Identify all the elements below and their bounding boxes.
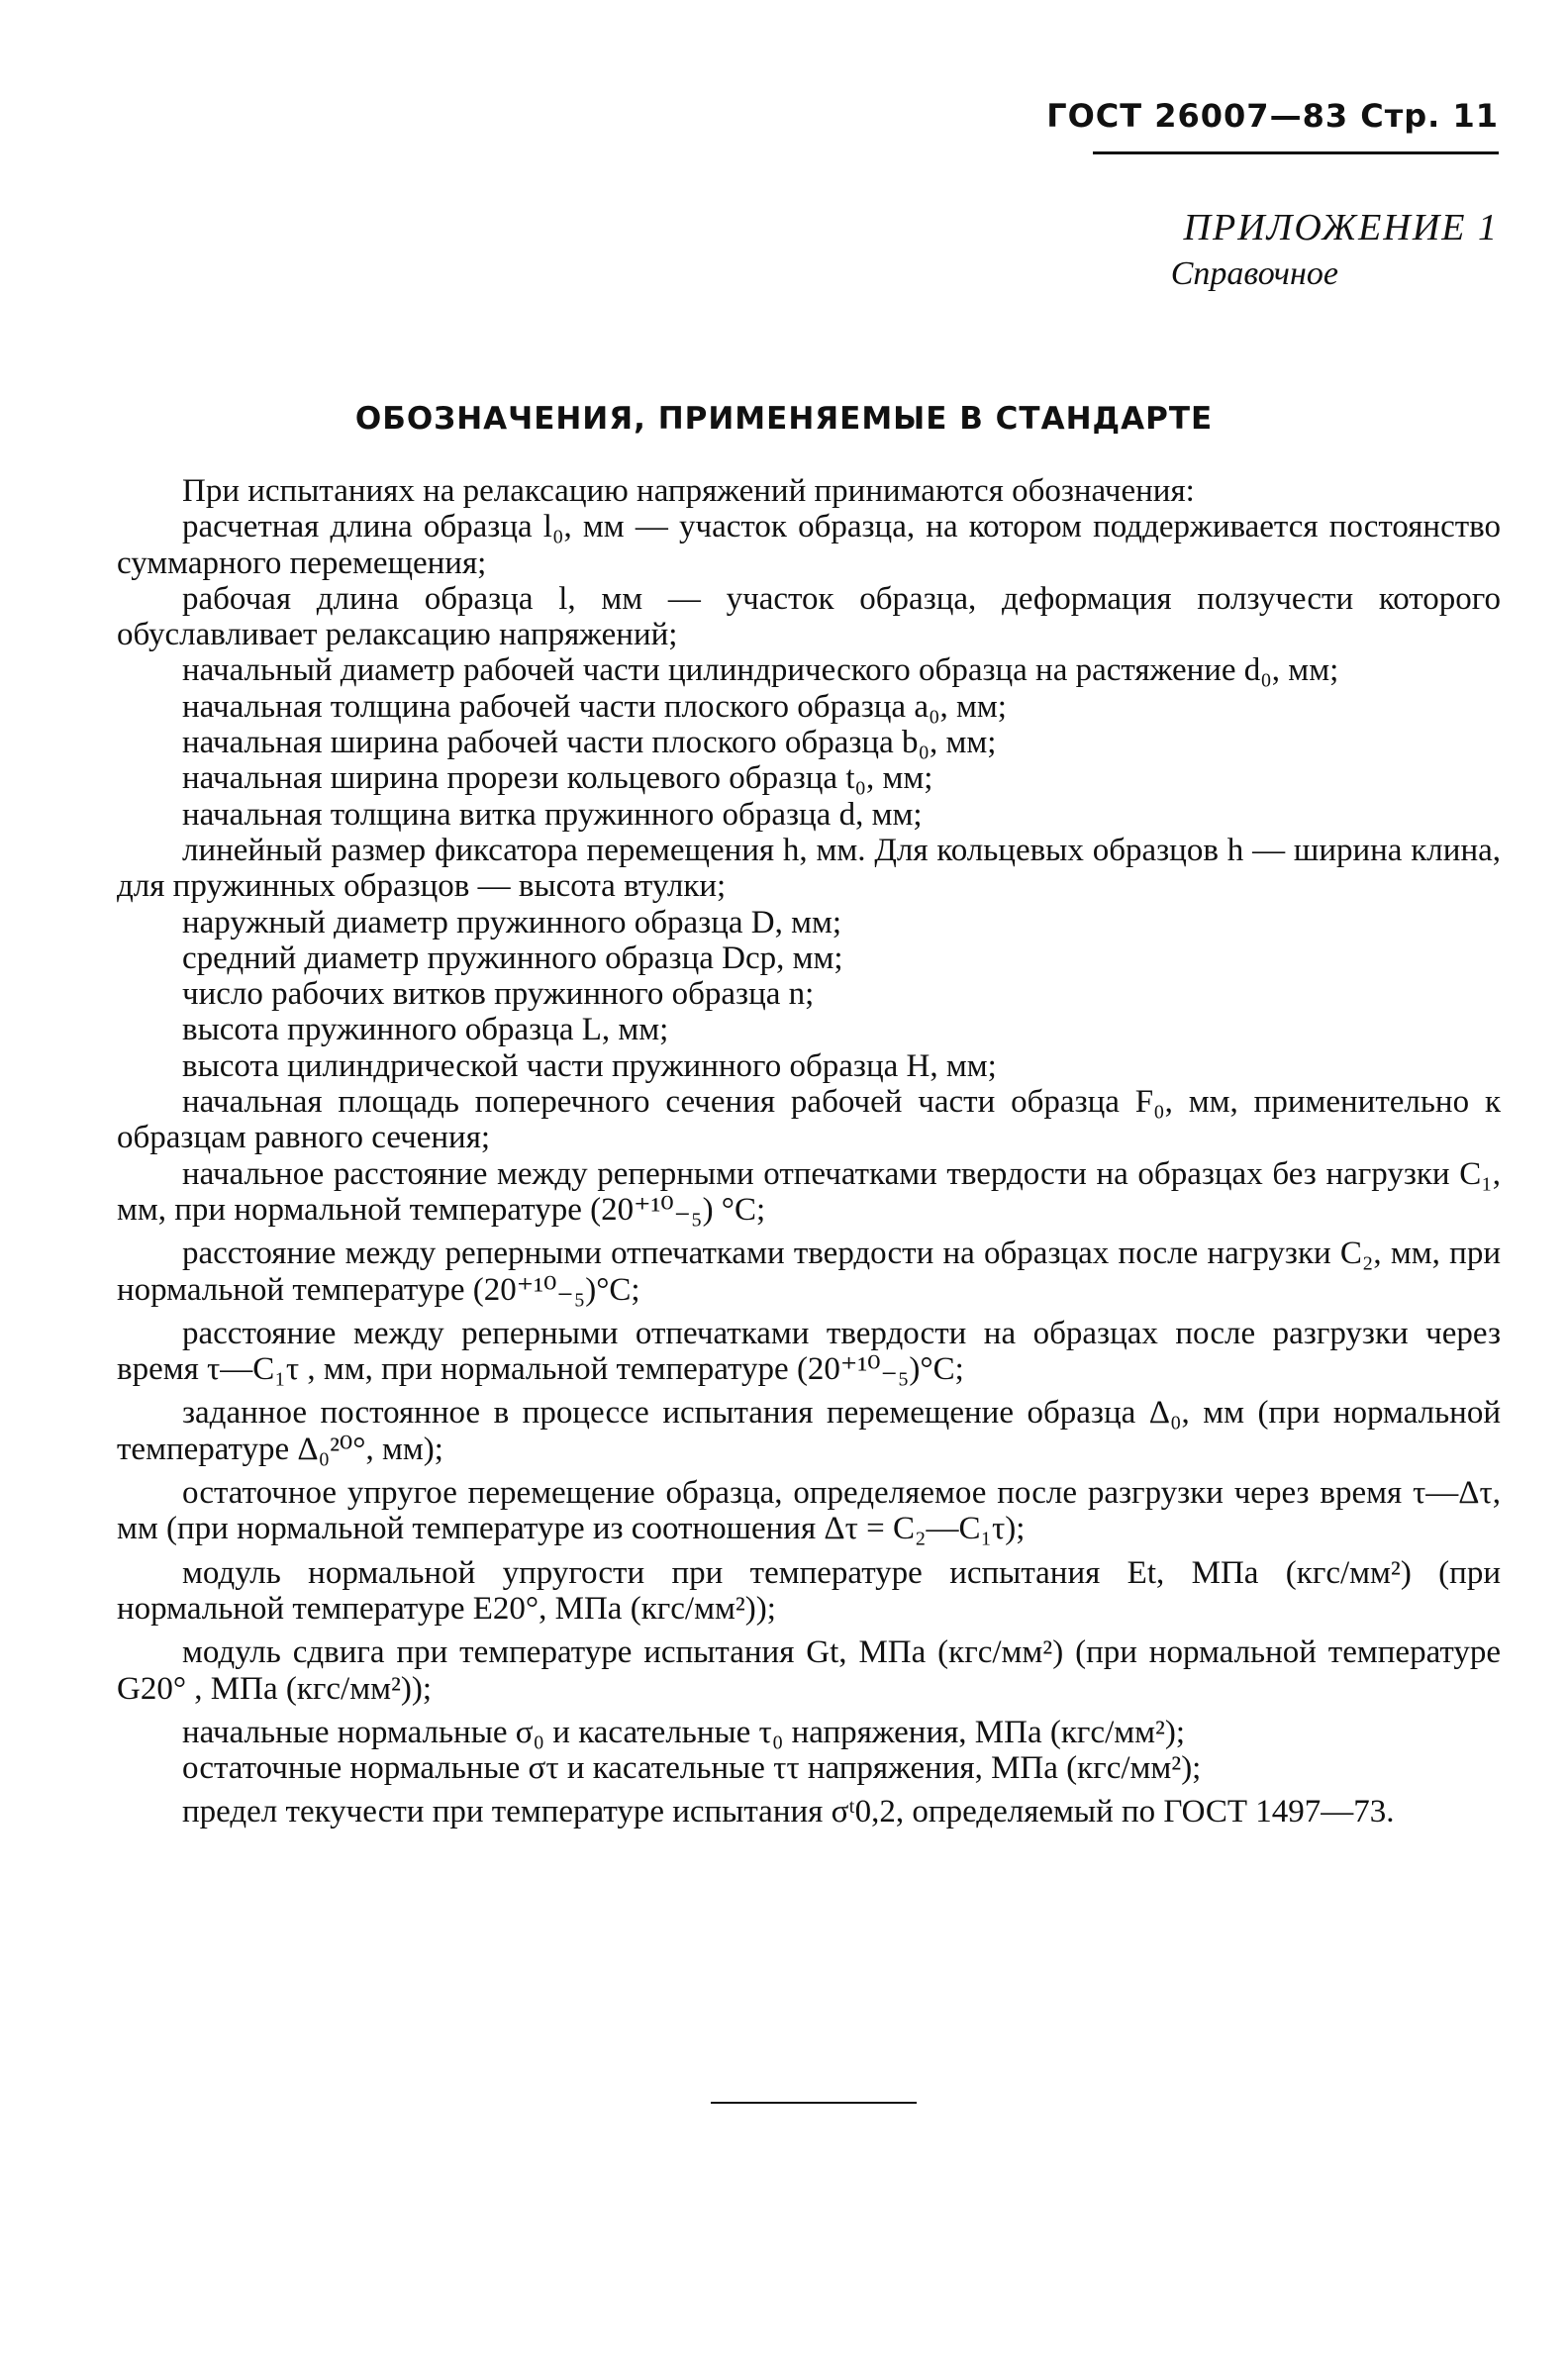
paragraph-item: расстояние между реперными отпечатками твердости на образцах после нагрузки C₂, мм, при нормальной температуре (20⁺¹⁰₋₅)°С; xyxy=(117,1236,1501,1308)
paragraph-item: модуль нормальной упругости при температуре испытания Et, МПа (кгс/мм²) (при нормальной температуре E20°, МПа (кгс/мм²)); xyxy=(117,1554,1501,1627)
page-header: ГОСТ 26007—83 Стр. 11 xyxy=(1046,97,1499,135)
paragraph-item: начальная толщина витка пружинного образца d, мм; xyxy=(182,796,923,833)
paragraph-item: высота пружинного образца L, мм; xyxy=(182,1012,669,1048)
paragraph-item: начальные нормальные σ₀ и касательные τ₀ напряжения, МПа (кгс/мм²); xyxy=(182,1714,1186,1750)
paragraph-intro: При испытаниях на релаксацию напряжений принимаются обозначения: xyxy=(182,473,1195,509)
paragraph-item: число рабочих витков пружинного образца n; xyxy=(182,976,815,1013)
paragraph-item: линейный размер фиксатора перемещения h, мм. Для кольцевых образцов h — ширина клина, для пружинных образцов — высота втулки; xyxy=(117,832,1501,905)
paragraph-item: начальный диаметр рабочей части цилиндрического образца на растяжение d₀, мм; xyxy=(182,652,1339,689)
paragraph-item: начальная толщина рабочей части плоского образца a₀, мм; xyxy=(182,688,1007,725)
paragraph-item: наружный диаметр пружинного образца D, мм; xyxy=(182,904,842,940)
paragraph-item: модуль сдвига при температуре испытания Gt, МПа (кгс/мм²) (при нормальной температуре G20° , МПа (кгс/мм²)); xyxy=(117,1634,1501,1707)
paragraph-item: высота цилиндрической части пружинного образца H, мм; xyxy=(182,1047,997,1084)
appendix-label: ПРИЛОЖЕНИЕ 1 xyxy=(1183,207,1499,248)
paragraph-item: начальная ширина прорези кольцевого образца t₀, мм; xyxy=(182,760,933,797)
paragraph-item: расчетная длина образца l₀, мм — участок образца, на котором поддерживается постоянство суммарного перемещения; xyxy=(117,509,1501,581)
paragraph-item: остаточные нормальные στ и касательные ττ напряжения, МПа (кгс/мм²); xyxy=(182,1750,1202,1787)
notation-list xyxy=(117,473,1501,1830)
paragraph-item: предел текучести при температуре испытания σᵗ0,2, определяемый по ГОСТ 1497—73. xyxy=(182,1794,1395,1830)
appendix-type: Справочное xyxy=(1170,255,1338,292)
paragraph-item: расстояние между реперными отпечатками твердости на образцах после разгрузки через время τ—C₁τ , мм, при нормальной температуре (20⁺¹⁰₋₅)°С; xyxy=(117,1315,1501,1388)
paragraph-item: рабочая длина образца l, мм — участок образца, деформация ползучести которого обуславливает релаксацию напряжений; xyxy=(117,580,1501,653)
paragraph-item: начальная площадь поперечного сечения рабочей части образца F₀, мм, применительно к образцам равного сечения; xyxy=(117,1084,1501,1156)
paragraph-item: остаточное упругое перемещение образца, определяемое после разгрузки через время τ—Δτ, мм (при нормальной температуре из соотношения Δτ = C₂—C₁τ); xyxy=(117,1475,1501,1547)
section-title: ОБОЗНАЧЕНИЯ, ПРИМЕНЯЕМЫЕ В СТАНДАРТЕ xyxy=(354,401,1214,437)
paragraph-item: начальное расстояние между реперными отпечатками твердости на образцах без нагрузки C₁, мм, при нормальной температуре (20⁺¹⁰₋₅) °С; xyxy=(117,1155,1501,1228)
header-rule xyxy=(1093,151,1499,154)
paragraph-item: средний диаметр пружинного образца Dср, мм; xyxy=(182,940,843,976)
paragraph-item: начальная ширина рабочей части плоского образца b₀, мм; xyxy=(182,725,997,761)
paragraph-item: заданное постоянное в процессе испытания перемещение образца Δ₀, мм (при нормальной температуре Δ₀²⁰°, мм); xyxy=(117,1395,1501,1467)
end-rule xyxy=(711,2102,917,2104)
